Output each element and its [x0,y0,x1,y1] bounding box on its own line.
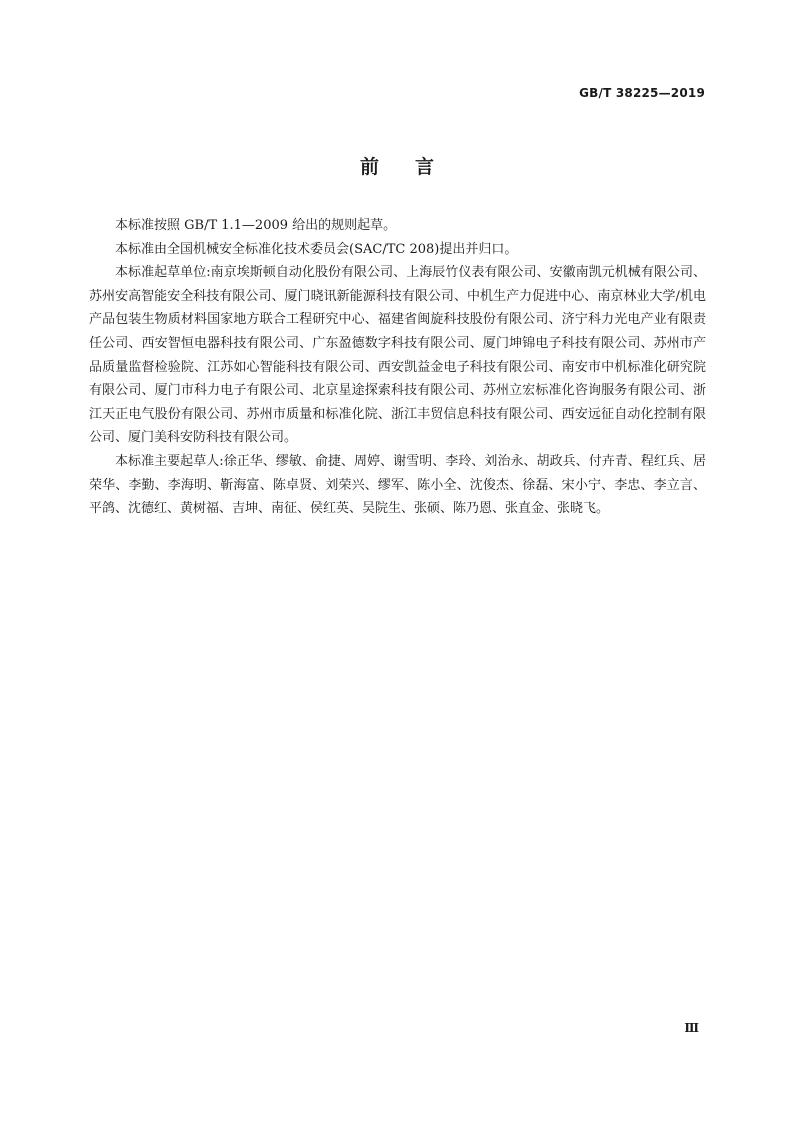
paragraph-drafting-rules: 本标准按照 GB/T 1.1—2009 给出的规则起草。 [115,218,397,233]
standard-number-header: GB/T 38225—2019 [579,86,705,100]
page-number: Ⅲ [684,1021,699,1035]
paragraph-committee: 本标准由全国机械安全标准化技术委员会(SAC/TC 208)提出并归口。 [115,241,518,257]
foreword-body [89,214,706,521]
paragraph-drafting-units: 本标准起草单位:南京埃斯顿自动化股份有限公司、上海辰竹仪表有限公司、安徽南凯元机械有限公司、苏州安高智能安全科技有限公司、厦门晓讯新能源科技有限公司、中机生产力促进中心、南京林业大学/机电产品包装生物质材料国家地方联合工程研究中心、福建省闽旋科技股份有限公司、济宁科力光电产业有限责任公司、西安智恒电器科技有限公司、广东盈德数字科技有限公司、厦门坤锦电子科技有限公司、苏州市产品质量监督检验院、江苏如心智能科技有限公司、西安凯益金电子科技有限公司、南安市中机标准化研究院有限公司、厦门市科力电子有限公司、北京星途探索科技有限公司、苏州立宏标准化咨询服务有限公司、浙江天正电气股份有限公司、苏州市质量和标准化院、浙江丰贸信息科技有限公司、西安远征自动化控制有限公司、厦门美科安防科技有限公司。 [89,265,706,446]
paragraph-main-drafters: 本标准主要起草人:徐正华、缪敏、俞捷、周婷、谢雪明、李玲、刘治永、胡政兵、付卉青、程红兵、居荣华、李勤、李海明、靳海富、陈卓贤、刘荣兴、缪军、陈小全、沈俊杰、徐磊、宋小宁、李忠、李立言、平鸽、沈德红、黄树福、吉坤、南征、侯红英、吴院生、张硕、陈乃恩、张直金、张晓飞。 [89,453,706,517]
page-title: 前言 [359,156,470,178]
